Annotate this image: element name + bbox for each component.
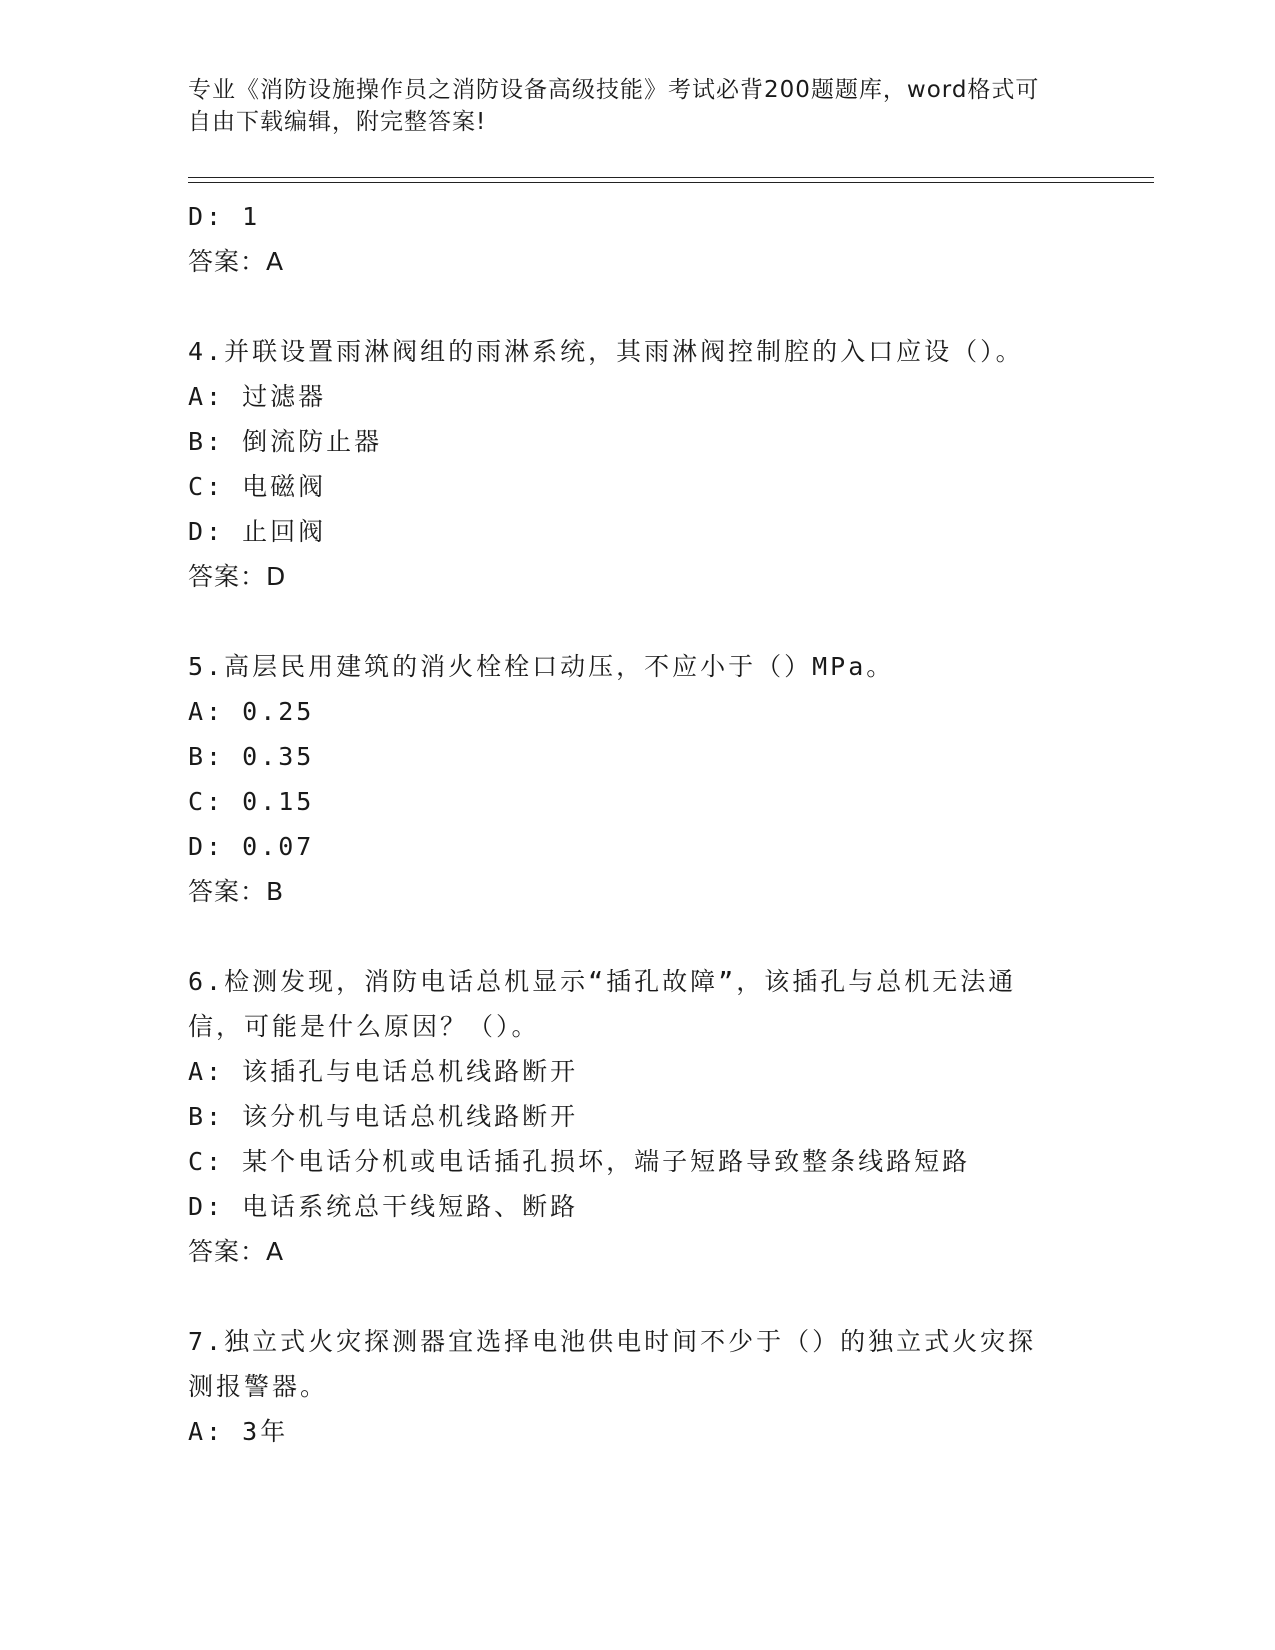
header-title-line-1: 专业《消防设施操作员之消防设备高级技能》考试必背200题题库，word格式可 bbox=[188, 77, 1040, 103]
header-rule-bottom bbox=[188, 182, 1154, 183]
question-6-option-b: B: 该分机与电话总机线路断开 bbox=[188, 1102, 579, 1131]
question-4-option-d: D: 止回阀 bbox=[188, 517, 327, 546]
prev-question-answer: 答案：A bbox=[188, 247, 285, 276]
question-7-stem-line-2: 测报警器。 bbox=[188, 1372, 329, 1401]
question-6-stem-line-1: 6.检测发现，消防电话总机显示“插孔故障”，该插孔与总机无法通 bbox=[188, 967, 1017, 996]
question-6-answer: 答案：A bbox=[188, 1237, 285, 1266]
question-4-stem: 4.并联设置雨淋阀组的雨淋系统，其雨淋阀控制腔的入口应设（）。 bbox=[188, 337, 1024, 366]
question-5-stem: 5.高层民用建筑的消火栓栓口动压，不应小于（）MPa。 bbox=[188, 652, 895, 681]
question-gap bbox=[188, 914, 1088, 959]
question-list bbox=[188, 194, 1088, 1454]
question-gap bbox=[188, 1274, 1088, 1319]
header-title-line-2: 自由下载编辑，附完整答案! bbox=[188, 109, 487, 135]
question-5-option-b: B: 0.35 bbox=[188, 742, 315, 771]
question-4-option-a: A: 过滤器 bbox=[188, 382, 327, 411]
question-6-option-d: D: 电话系统总干线短路、断路 bbox=[188, 1192, 579, 1221]
question-7-option-a: A: 3年 bbox=[188, 1417, 289, 1446]
question-5-answer: 答案：B bbox=[188, 877, 285, 906]
question-4-option-b: B: 倒流防止器 bbox=[188, 427, 383, 456]
question-6-option-c: C: 某个电话分机或电话插孔损坏，端子短路导致整条线路短路 bbox=[188, 1147, 971, 1176]
question-5-option-d: D: 0.07 bbox=[188, 832, 315, 861]
prev-question-option-d: D: 1 bbox=[188, 202, 261, 231]
question-gap bbox=[188, 284, 1088, 329]
question-gap bbox=[188, 599, 1088, 644]
question-6-option-a: A: 该插孔与电话总机线路断开 bbox=[188, 1057, 579, 1086]
question-4-option-c: C: 电磁阀 bbox=[188, 472, 327, 501]
question-5-option-c: C: 0.15 bbox=[188, 787, 315, 816]
question-7-stem-line-1: 7.独立式火灾探测器宜选择电池供电时间不少于（）的独立式火灾探 bbox=[188, 1327, 1037, 1356]
header-rule-top bbox=[188, 177, 1154, 178]
question-4-answer: 答案：D bbox=[188, 562, 287, 591]
question-5-option-a: A: 0.25 bbox=[188, 697, 315, 726]
document-header bbox=[188, 74, 1068, 138]
question-6-stem-line-2: 信，可能是什么原因？（）。 bbox=[188, 1012, 540, 1041]
